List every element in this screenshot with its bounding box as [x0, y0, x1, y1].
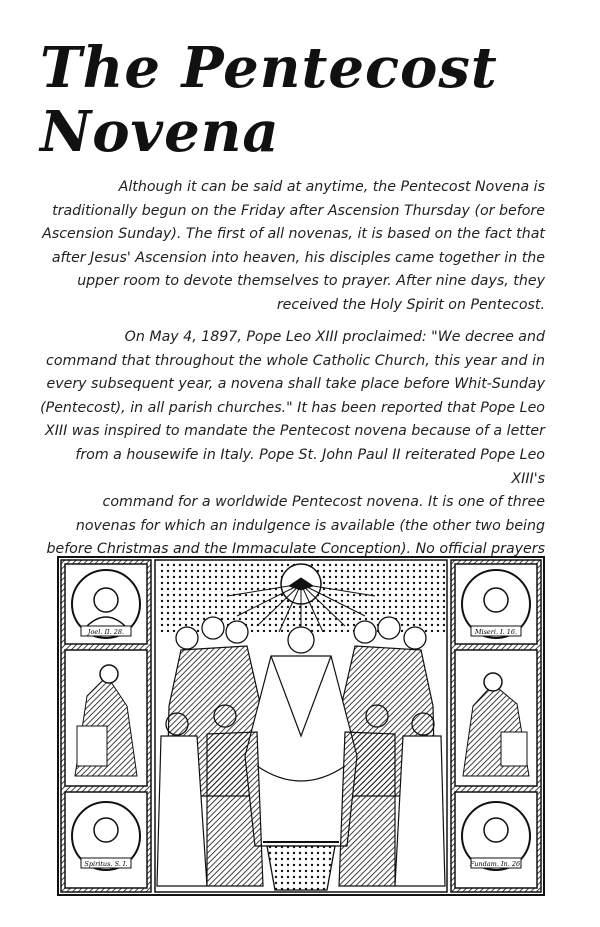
history-paragraph: [40, 326, 545, 586]
para-2-line: before Christmas and the Immaculate Conception). No official prayers: [46, 541, 545, 558]
para-1-line: received the Holy Spirit on Pentecost.: [276, 296, 545, 313]
para-1-line: upper room to devote themselves to prayer. After nine days, they: [77, 273, 545, 290]
para-2-line: On May 4, 1897, Pope Leo XIII proclaimed: "We decree and: [124, 329, 545, 345]
page-title-line-2: Novena: [40, 99, 280, 165]
para-2-line: (Pentecost), in all parish churches." It has been reported that Pope Leo: [40, 399, 545, 416]
para-2-line: from a housewife in Italy. Pope St. John Paul II reiterated Pope Leo XIII's: [75, 446, 545, 487]
para-2-line: command for a worldwide Pentecost novena. It is one of three: [102, 494, 545, 511]
para-1-line: Ascension Sunday). The first of all novenas, it is based on the fact that: [42, 226, 545, 243]
para-1-line: traditionally begun on the Friday after Ascension Thursday (or before: [52, 202, 545, 219]
right-middle-scene: [455, 650, 537, 786]
engraving-svg: [57, 556, 545, 896]
para-2-line: novenas for which an indulgence is available (the other two being: [75, 517, 545, 534]
banner-label: Fundam. In. 26.: [469, 860, 523, 868]
banner-label: Joel. II. 28.: [87, 628, 125, 636]
intro-paragraph: [40, 176, 545, 318]
pentecost-engraving: [57, 556, 545, 896]
central-vase: [263, 842, 339, 890]
left-bottom-medallion: [65, 792, 147, 888]
para-1-line: after Jesus' Ascension into heaven, his disciples came together in the: [51, 249, 545, 266]
para-2-line: command that throughout the whole Catholic Church, this year and in: [46, 352, 545, 369]
right-bottom-medallion: [455, 792, 537, 888]
banner-label: Miseri. I. 16.: [474, 628, 518, 636]
para-2-line: XIII was inspired to mandate the Pentecost novena because of a letter: [45, 423, 545, 440]
page-title-line-1: The Pentecost: [40, 35, 498, 101]
left-middle-scene: [65, 650, 147, 786]
para-1-line: Although it can be said at anytime, the Pentecost Novena is: [118, 179, 545, 195]
banner-label: Spiritus. S. I.: [84, 860, 128, 868]
para-2-line: every subsequent year, a novena shall take place before Whit-Sunday: [46, 376, 545, 393]
